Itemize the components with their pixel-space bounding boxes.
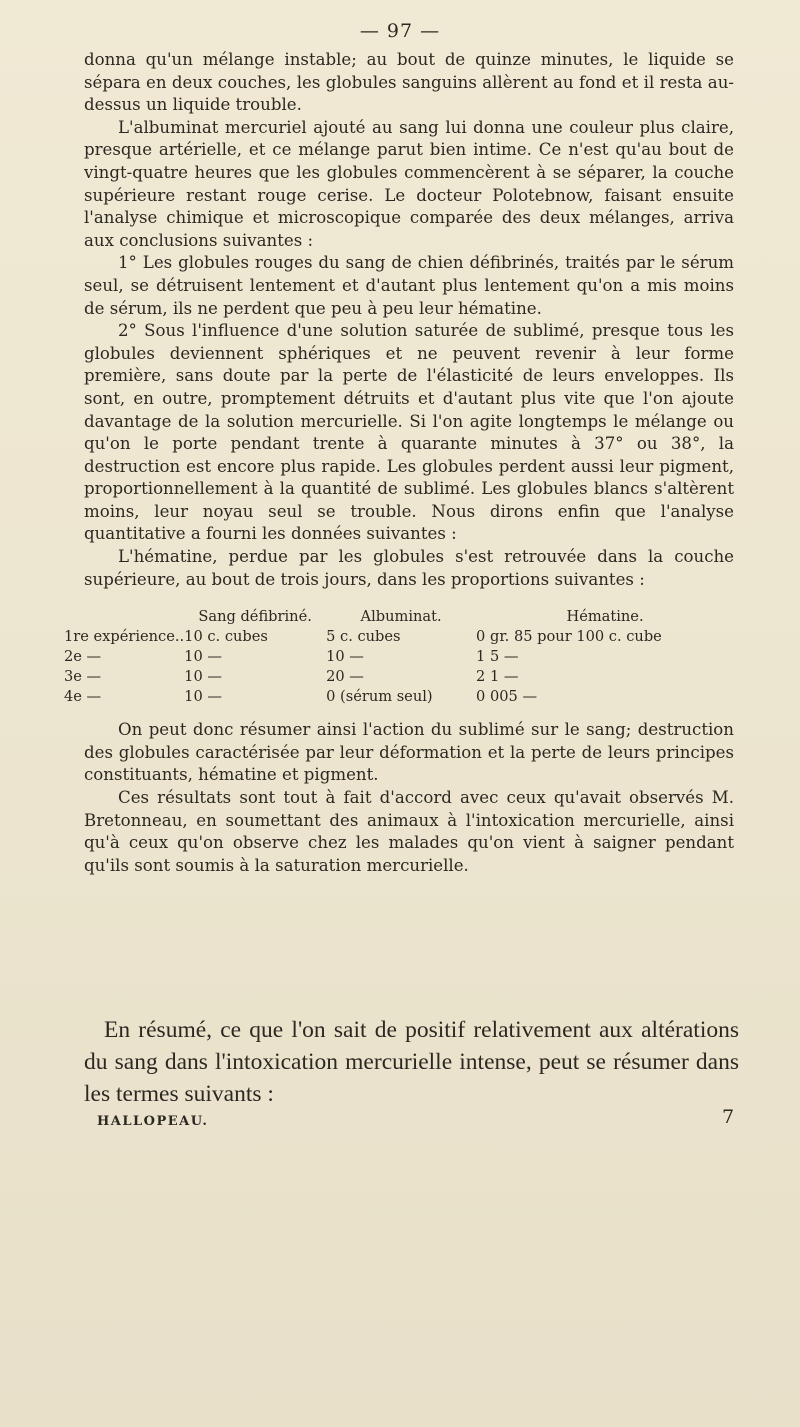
row-hematine: 0 005 — (476, 688, 538, 706)
row-hematine: 2 1 — (476, 668, 519, 686)
table-header-label (64, 607, 184, 627)
row-sang: 10 — (184, 668, 222, 686)
body-text (64, 49, 734, 877)
row-albuminat: 5 c. cubes (326, 628, 401, 646)
row-label: 3e — (64, 668, 102, 686)
paragraph-5: L'hématine, perdue par les globules s'est retrouvée dans la couche supérieure, au bout de trois jours, dans les proportions suivantes : (84, 547, 734, 589)
footer-signature-number: 7 (722, 1106, 735, 1128)
paragraph-1: donna qu'un mélange instable; au bout de quinze minutes, le liquide se sépara en deux couches, les globules sanguins allèrent au fond et il resta au-dessus un liquide trouble. (84, 50, 734, 115)
row-sang: 10 — (184, 688, 222, 706)
row-albuminat: 20 — (326, 668, 364, 686)
paragraph-2: L'albuminat mercuriel ajouté au sang lui donna une couleur plus claire, presque artérielle, et ce mélange parut bien intime. Ce n'est qu'au bout de vingt-quatre heures que les globules commencèrent à se séparer, la couche supérieure restant rouge cerise. Le docteur Polotebnow, faisant ensuite l'analyse chimique et microscopique comparée des deux mélanges, arriva aux conclusions suivantes : (84, 117, 734, 250)
table-row (64, 627, 734, 647)
row-label: 1re expérience.. (64, 628, 185, 646)
row-hematine: 1 5 — (476, 648, 519, 666)
table-header-sang: Sang défibriné. (198, 608, 312, 626)
row-label: 4e — (64, 688, 102, 706)
row-label: 2e — (64, 648, 102, 666)
summary-paragraph: En résumé, ce que l'on sait de positif relativement aux altérations du sang dans l'intoxication mercurielle intense, peut se résumer dans les termes suivants : (84, 1017, 739, 1107)
footer-author: HALLOPEAU. (97, 1114, 209, 1129)
row-albuminat: 10 — (326, 648, 364, 666)
table-header-albuminat: Albuminat. (360, 608, 442, 626)
paragraph-3: 1° Les globules rouges du sang de chien défibrinés, traités par le sérum seul, se détruisent lentement et d'autant plus lentement qu'on a mis moins de sérum, ils ne perdent que peu à peu leur hématine. (84, 253, 734, 318)
table-row (64, 667, 734, 687)
page-number: — 97 — (359, 20, 441, 42)
table-header-row (64, 607, 734, 627)
summary-text (84, 1014, 739, 1110)
paragraph-7: Ces résultats sont tout à fait d'accord avec ceux qu'avait observés M. Bretonneau, en soumettant des animaux à l'intoxication mercurielle, ainsi qu'à ceux qu'on observe chez les malades qu'on vient à saigner pendant qu'ils sont soumis à la saturation mercurielle. (84, 788, 734, 875)
table-row (64, 687, 734, 707)
row-sang: 10 c. cubes (184, 628, 268, 646)
table-row (64, 647, 734, 667)
results-table (64, 607, 734, 707)
row-hematine: 0 gr. 85 pour 100 c. cube (476, 628, 662, 646)
paragraph-6: On peut donc résumer ainsi l'action du sublimé sur le sang; destruction des globules caractérisée par leur déformation et la perte de leurs principes constituants, hématine et pigment. (84, 720, 734, 785)
table-header-hematine: Hématine. (566, 608, 644, 626)
paragraph-4: 2° Sous l'influence d'une solution saturée de sublimé, presque tous les globules deviennent sphériques et ne peuvent revenir à leur forme première, sans doute par la perte de l'élasticité de leurs enveloppes. Ils sont, en outre, promptement détruits et d'autant plus vite que l'on ajoute davantage de la solution mercurielle. Si l'on agite longtemps le mélange ou qu'on le porte pendant trente à quarante minutes à 37° ou 38°, la destruction est encore plus rapide. Les globules perdent aussi leur pigment, proportionnellement à la quantité de sublimé. Les globules blancs s'altèrent moins, leur noyau seul se trouble. Nous dirons enfin que l'analyse quantitative a fourni les données suivantes : (84, 321, 734, 544)
row-albuminat: 0 (sérum seul) (326, 688, 433, 706)
row-sang: 10 — (184, 648, 222, 666)
